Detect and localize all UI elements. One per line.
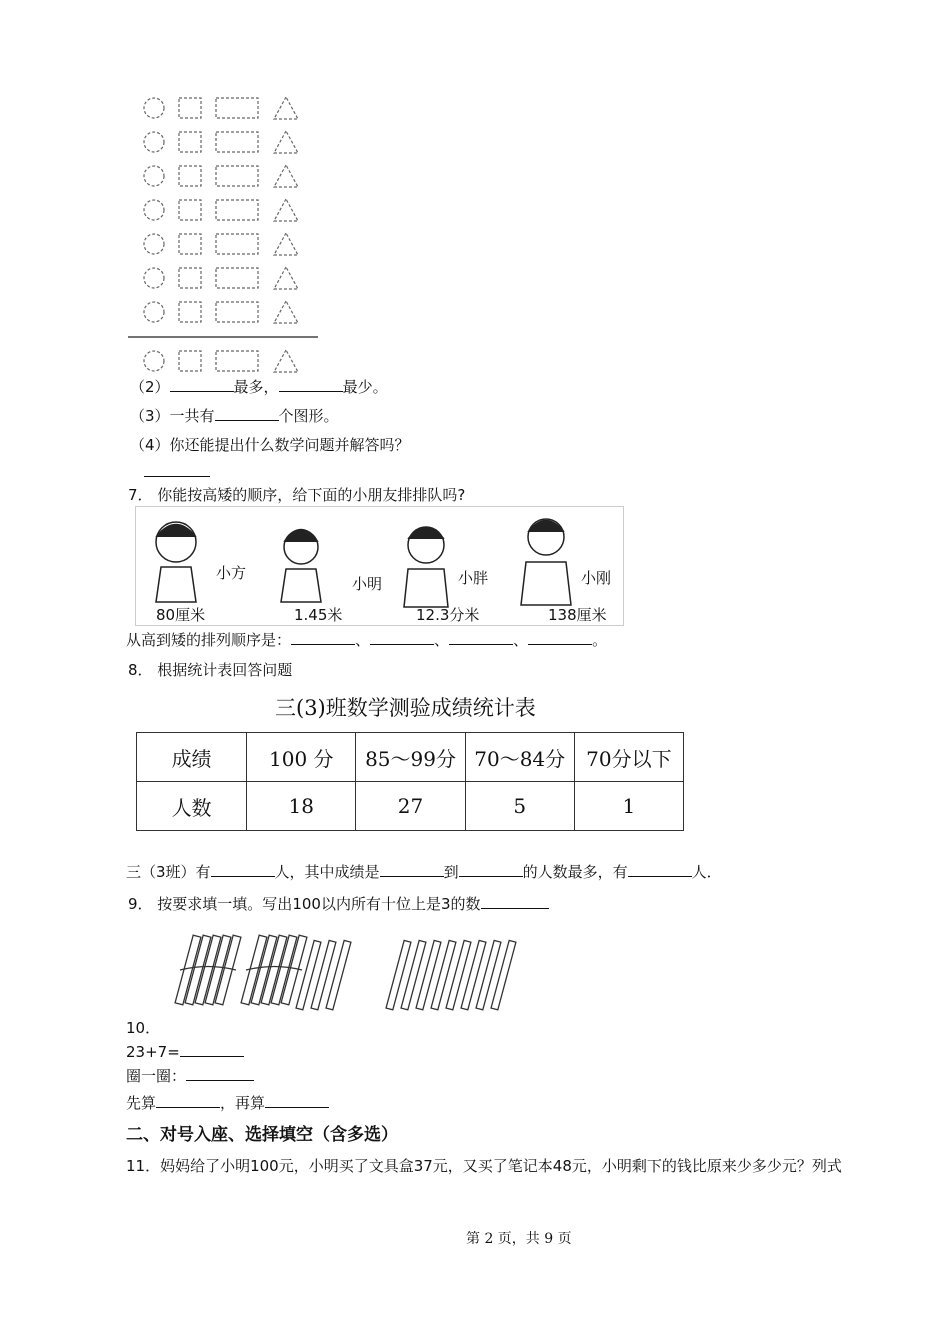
kid-height: 12.3分米 bbox=[416, 606, 480, 624]
answer-blank[interactable] bbox=[370, 630, 434, 645]
q6-part4: （4）你还能提出什么数学问题并解答吗？ bbox=[130, 436, 410, 454]
answer-blank[interactable] bbox=[211, 862, 275, 877]
score-table bbox=[136, 732, 684, 831]
table-header: 100 分 bbox=[247, 733, 356, 782]
q10-circle: 圈一圈： bbox=[126, 1066, 254, 1086]
q10-order: 先算 ，再算 bbox=[126, 1093, 329, 1113]
table-row bbox=[137, 782, 684, 831]
table-header: 成绩 bbox=[137, 733, 247, 782]
page-footer: 第 2 页，共 9 页 bbox=[466, 1231, 572, 1247]
answer-blank[interactable] bbox=[170, 377, 234, 392]
kids-image bbox=[135, 506, 624, 626]
answer-blank[interactable] bbox=[291, 630, 355, 645]
answer-blank[interactable] bbox=[180, 1042, 244, 1057]
table-header: 70～84分 bbox=[465, 733, 574, 782]
table-cell: 人数 bbox=[137, 782, 247, 831]
answer-blank[interactable] bbox=[380, 862, 444, 877]
kid-name: 小刚 bbox=[581, 569, 612, 587]
answer-blank[interactable] bbox=[459, 862, 523, 877]
table-title: 三(3)班数学测验成绩统计表 bbox=[275, 696, 536, 720]
q8-title: 8． 根据统计表回答问题 bbox=[128, 661, 293, 679]
kid-height: 80厘米 bbox=[156, 606, 206, 624]
table-cell: 18 bbox=[247, 782, 356, 831]
shapes-grid bbox=[128, 90, 328, 380]
sticks-illustration bbox=[170, 925, 520, 1035]
shape-row bbox=[144, 97, 298, 119]
answer-blank[interactable] bbox=[186, 1066, 254, 1081]
q7-title: 7． 你能按高矮的顺序，给下面的小朋友排排队吗? bbox=[128, 486, 466, 504]
answer-blank[interactable] bbox=[528, 630, 592, 645]
table-header: 70分以下 bbox=[574, 733, 683, 782]
q8-question: 三（3班）有 人，其中成绩是 到 的人数最多，有 人． bbox=[126, 863, 722, 881]
kid-height: 138厘米 bbox=[548, 606, 607, 624]
answer-blank[interactable] bbox=[481, 894, 549, 909]
kid-height: 1.45米 bbox=[294, 606, 343, 624]
answer-blank[interactable] bbox=[628, 862, 692, 877]
q10-title: 10． bbox=[126, 1019, 161, 1037]
answer-blank[interactable] bbox=[156, 1093, 220, 1108]
answer-blank[interactable] bbox=[265, 1093, 329, 1108]
answer-blank[interactable] bbox=[449, 630, 513, 645]
table-cell: 1 bbox=[574, 782, 683, 831]
answer-blank[interactable] bbox=[215, 406, 279, 421]
kid-name: 小胖 bbox=[458, 569, 489, 587]
table-cell: 5 bbox=[465, 782, 574, 831]
table-row bbox=[137, 733, 684, 782]
section-heading: 二、对号入座、选择填空（含多选） bbox=[126, 1125, 398, 1145]
answer-blank[interactable] bbox=[279, 377, 343, 392]
q6-part2: （2） 最多， 最少。 bbox=[130, 378, 388, 396]
kid-name: 小方 bbox=[216, 564, 247, 582]
q6-part3: （3）一共有 个图形。 bbox=[130, 407, 339, 425]
q9-title: 9． 按要求填一填。写出100以内所有十位上是3的数 bbox=[128, 894, 549, 914]
table-cell: 27 bbox=[356, 782, 465, 831]
table-header: 85～99分 bbox=[356, 733, 465, 782]
kid-name: 小明 bbox=[352, 575, 383, 593]
q10-expr: 23+7= bbox=[126, 1042, 244, 1062]
stick-bundle bbox=[175, 935, 241, 1005]
stick-bundle bbox=[241, 935, 307, 1005]
answer-blank[interactable] bbox=[144, 476, 210, 477]
q7-answer: 从高到矮的排列顺序是： 、 、 、 。 bbox=[126, 631, 608, 649]
q11-text: 11．妈妈给了小明100元，小明买了文具盒37元，又买了笔记本48元，小明剩下的钱比原来少多少元？列式 bbox=[126, 1157, 842, 1175]
